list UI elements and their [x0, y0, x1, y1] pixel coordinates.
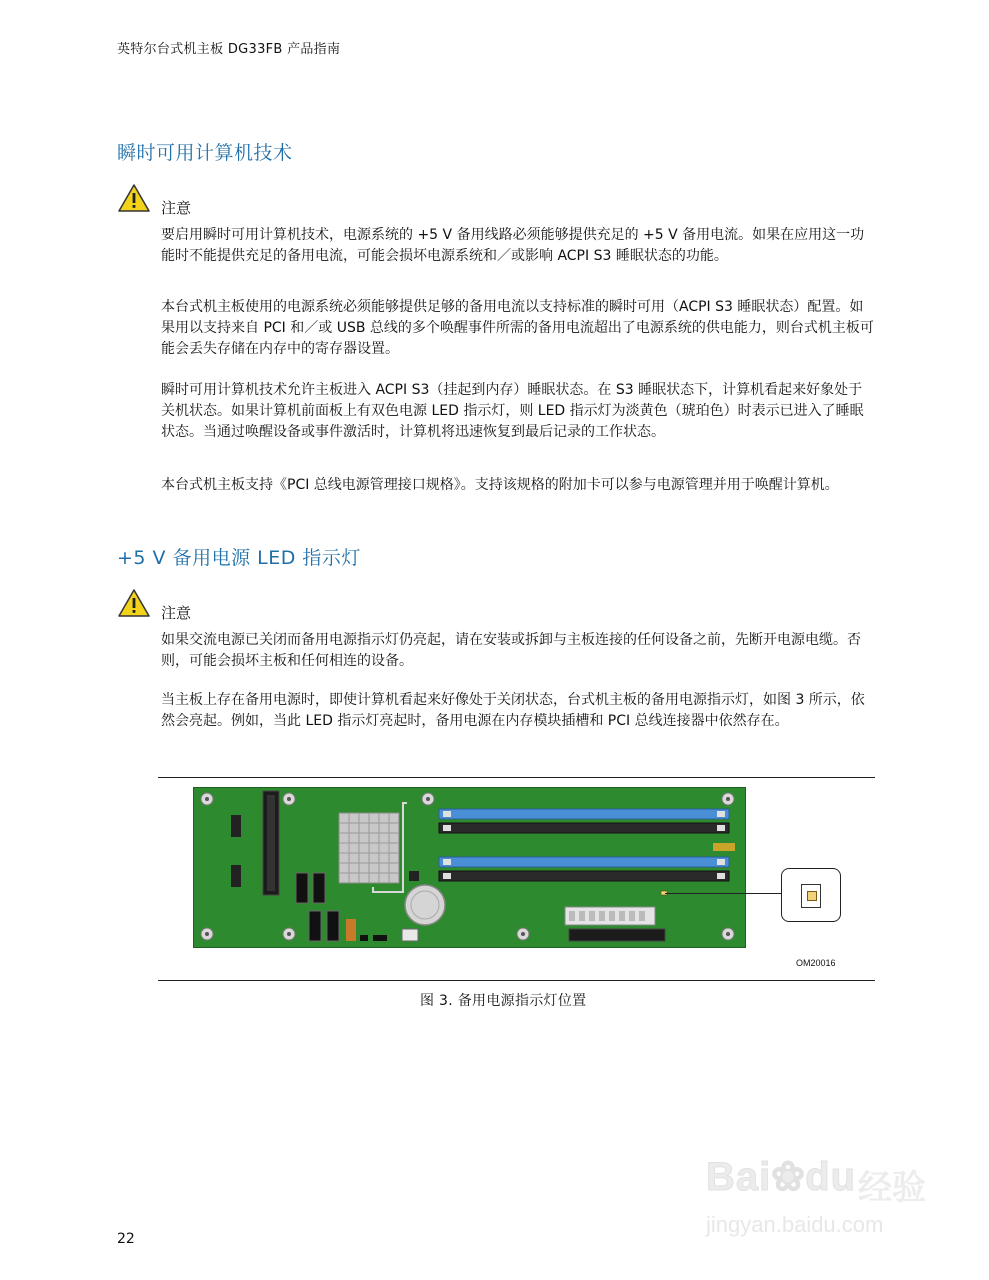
motherboard-diagram: [193, 787, 746, 948]
note-text-2: 本台式机主板使用的电源系统必须能够提供足够的备用电流以支持标准的瞬时可用（ACPI S3 睡眠状态）配置。如果用以支持来自 PCI 和／或 USB 总线的多个唤醒事件所需的备用电流超出了电源系统的供电能力，则台式机主板可能会丢失存储在内存中的寄存器设置。: [161, 299, 874, 357]
figure-caption: 图 3. 备用电源指示灯位置: [420, 993, 587, 1009]
figure-code: OM20016: [796, 958, 836, 968]
body-paragraph: 本台式机主板支持《PCI 总线电源管理接口规格》。支持该规格的附加卡可以参与电源管理并用于唤醒计算机。: [161, 477, 839, 493]
standby-led-icon: [807, 891, 817, 901]
warning-icon: [117, 183, 151, 213]
callout-leader-line: [665, 893, 781, 894]
note-label: 注意: [161, 199, 192, 217]
baidu-watermark: [700, 1140, 940, 1250]
warning-icon: [117, 588, 151, 618]
watermark-logo: [706, 1154, 856, 1200]
page-number: 22: [117, 1231, 135, 1247]
body-paragraph: 当主板上存在备用电源时，即使计算机看起来好像处于关闭状态，台式机主板的备用电源指示灯，如图 3 所示，依然会亮起。例如，当此 LED 指示灯亮起时，备用电源在内存模块插槽和 PCI 总线连接器中依然存在。: [161, 692, 865, 729]
led-callout-box: [781, 868, 841, 922]
figure-bottom-rule: [158, 980, 875, 981]
section-heading-standby-led: +5 V 备用电源 LED 指示灯: [117, 547, 361, 569]
led-callout-magnified: [801, 884, 821, 908]
paw-icon: ❀: [771, 1155, 806, 1199]
watermark-url: jingyan.baidu.com: [706, 1212, 884, 1237]
figure-top-rule: [158, 777, 875, 778]
note-label: 注意: [161, 604, 192, 622]
section-heading-instantly-available: 瞬时可用计算机技术: [117, 142, 293, 164]
watermark-brand: Bai: [706, 1155, 772, 1199]
watermark-brand-2: du: [805, 1155, 857, 1199]
watermark-cn: 经验: [858, 1168, 926, 1208]
running-header: 英特尔台式机主板 DG33FB 产品指南: [117, 42, 341, 57]
body-paragraph: 瞬时可用计算机技术允许主板进入 ACPI S3（挂起到内存）睡眠状态。在 S3 睡眠状态下，计算机看起来好象处于关机状态。如果计算机前面板上有双色电源 LED 指示灯，则 LED 指示灯为淡黄色（琥珀色）时表示已进入了睡眠状态。当通过唤醒设备或事件激活时，计算机将迅速恢复到最后记录的工作状态。: [161, 382, 864, 440]
note-text: 如果交流电源已关闭而备用电源指示灯仍亮起，请在安装或拆卸与主板连接的任何设备之前，先断开电源电缆。否则，可能会损坏主板和任何相连的设备。: [161, 632, 861, 669]
note-text: 要启用瞬时可用计算机技术，电源系统的 +5 V 备用线路必须能够提供充足的 +5 V 备用电流。如果在应用这一功能时不能提供充足的备用电流，可能会损坏电源系统和／或影响 ACPI S3 睡眠状态的功能。: [161, 227, 865, 264]
